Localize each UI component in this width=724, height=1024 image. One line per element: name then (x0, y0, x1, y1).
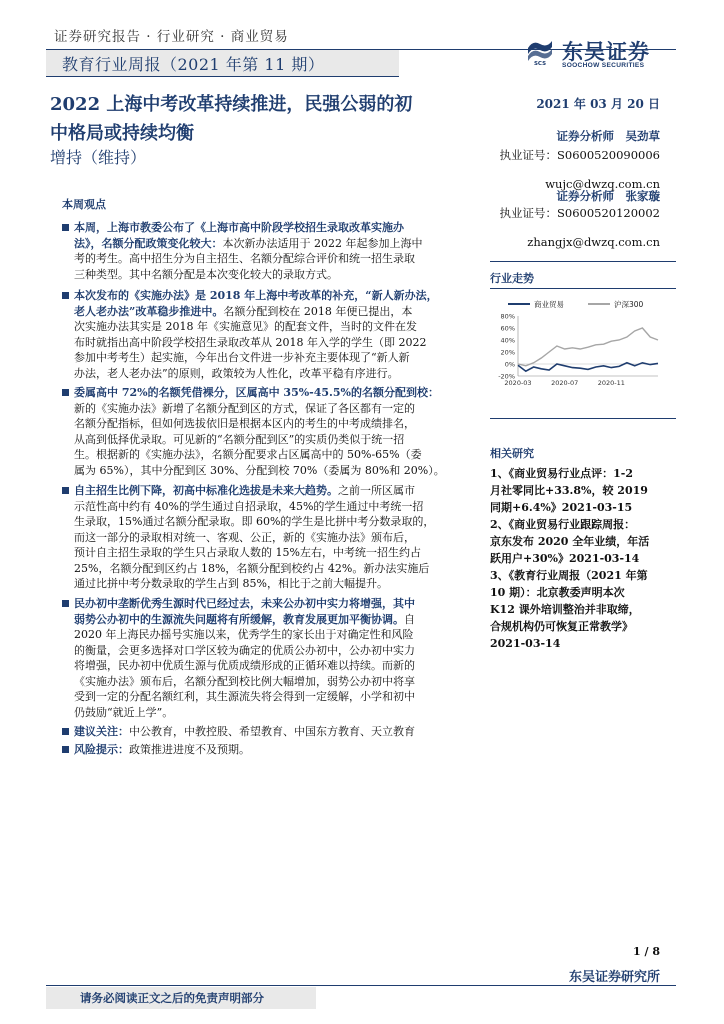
chart-x-tick-label: 2020-03 (504, 379, 532, 387)
logo-mark-text: SCS (533, 61, 547, 66)
sidebar-divider-3 (490, 418, 676, 419)
chart-y-tick-label: -20% (498, 372, 515, 381)
related-item-1[interactable]: 1、《商业贸易行业点评：1-2 月社零同比+33.8%，较 2019 同期+6.4%》2021-03-15 (490, 467, 648, 514)
headline-line-2: 中格局或持续均衡 (50, 123, 194, 144)
rating: 增持（维持） (50, 148, 147, 167)
paragraph-1: 本周，上海市教委公布了《上海市高中阶段学校招生录取改革实施办 法》，名额分配政策变化较大：本次新办法适用于 2022 年起参加上海中 考的考生。高中招生分为自主招生、名额分配综合评价和统一招生录取 三种类型。其中名额分配是本次变化较大的录取方式。 (62, 220, 466, 282)
analyst-2-name: 证券分析师 张家璇 (556, 189, 660, 203)
chart-y-tick-label: 40% (500, 336, 515, 345)
report-category: 证券研究报告 · 行业研究 · 商业贸易 (54, 29, 289, 45)
paragraph-5: 民办初中垄断优秀生源时代已经过去，未来公办初中实力将增强，其中 弱势公办初中的生源流失问题将有所缓解，教育发展更加平衡协调。自 2020 年上海民办摇号实施以来，优秀学生的家长出于对确定性和风险 的衡量，会更多选择对口学区较为确定的优质公办初中，公办初中实力 将增强，民办初中优质生源与优质成绩形成的正循环难以持续。而新的 《实施办法》颁布后，名额分配到校比例大幅增加，弱势公办初中将享 受到一定的分配名额红利，其生源流失将会得到一定缓解，小学和初中 仍鼓励“就近上学”。 (62, 596, 466, 720)
chart-grid (518, 316, 658, 376)
disclaimer-text: 请务必阅读正文之后的免责声明部分 (80, 991, 264, 1005)
bullet-square-icon (62, 728, 69, 735)
analyst-1-name: 证券分析师 吴劲草 (556, 129, 660, 143)
chart-legend-label: 沪深300 (614, 300, 644, 309)
paragraph-6: 建议关注：中公教育，中教控股、希望教育、中国东方教育、天立教育 (62, 724, 466, 740)
report-title-bar (46, 49, 399, 76)
logo-name: 东吴证券 (562, 40, 650, 64)
chart-y-tick-label: 80% (500, 312, 515, 321)
paragraph-3: 委属高中 72%的名额凭借裸分，区属高中 35%-45.5%的名额分配到校： 新的《实施办法》新增了名额分配到区的方式，保证了各区都有一定的 名额分配指标，但如何选拔依旧是根据本区内的考生的中考成绩排名， 从高到低择优录取。可见新的“名额分配到区”的实质仍类似于统一招 生。根据新的《实施办法》，名额分配要求占区属高中的 50%-65%（委 属为 65%），其中分配到区 30%、分配到校 70%（委属为 80%和 20%）。 (62, 385, 466, 478)
chart-y-tick-label: 60% (500, 324, 515, 333)
headline-line-1: 2022 上海中考改革持续推进，民强公弱的初 (50, 94, 413, 115)
sidebar-divider-2 (490, 288, 676, 289)
chart-y-tick-label: 20% (500, 348, 515, 357)
paragraph-2: 本次发布的《实施办法》是 2018 年上海中考改革的补充，“新人新办法， 老人老办法”改革稳步推进中。名额分配到校在 2018 年便已提出，本 次实施办法其实是 2018 年《实施意见》的配套文件，当时的文件在发 布时就指出高中阶段学校招生录取改革从 2018 年入学的学生（即 2022 参加中考考生）起实施，今年出台文件进一步补充主要体现了“新人新 办法，老人老办法”的原则，政策较为人性化，改革平稳有序进行。 (62, 288, 466, 381)
headline (50, 90, 470, 148)
analyst-1-cert: 执业证号：S0600520090006 (499, 148, 660, 162)
chart-series-lines (518, 328, 658, 371)
page-number: 1 / 8 (633, 945, 660, 958)
bullet-square-icon (62, 292, 69, 299)
related-item-2[interactable]: 2、《商业贸易行业跟踪周报： 京东发布 2020 全年业绩，年活 跃用户+30%》2021-03-14 (490, 518, 650, 565)
bullet-square-icon (62, 389, 69, 396)
scs-logo-icon (525, 38, 555, 66)
report-date: 2021 年 03 月 20 日 (536, 97, 660, 111)
bullet-square-icon (62, 746, 69, 753)
chart-y-ticks (498, 313, 515, 381)
chart-legend-label: 商业贸易 (534, 300, 564, 309)
paragraph-4: 自主招生比例下降，初高中标准化选拔是未来大趋势。之前一所区属市 示范性高中约有 40%的学生通过自招录取，45%的学生通过中考统一招 生录取，15%通过名额分配录取。即 60%的学生是比拼中考分数录取的， 而这一部分的录取相对统一、客观、公正，新的《实施办法》颁布后， 预计自主招生录取的学生只占录取人数的 15%左右，中考统一招生约占 25%，名额分配到区约占 18%，名额分配到校约占 42%。新办法实施后 通过比拼中考分数录取的学生占到 85%，相比于之前大幅提升。 (62, 483, 466, 592)
analyst-2-email[interactable]: zhangjx@dwzq.com.cn (527, 235, 660, 249)
chart-legend (508, 299, 644, 309)
disclaimer-bar (46, 987, 316, 1009)
report-title: 教育行业周报（2021 年第 11 期） (62, 55, 325, 74)
institute-name: 东吴证券研究所 (568, 970, 660, 985)
company-logo (525, 36, 675, 70)
paragraph-7: 风险提示：政策推进进度不及预期。 (62, 742, 466, 758)
related-title: 相关研究 (490, 447, 534, 460)
bullet-square-icon (62, 600, 69, 607)
bullet-square-icon (62, 487, 69, 494)
analyst-1-email[interactable]: wujc@dwzq.com.cn (545, 177, 660, 191)
related-item-3[interactable]: 3、《教育行业周报（2021 年第 10 期）：北京教委声明本次 K12 课外培训整治并非取缔， 合规机构仍可恢复正常教学》 2021-03-14 (490, 569, 648, 650)
section-title: 本周观点 (62, 198, 106, 211)
bullet-square-icon (62, 224, 69, 231)
chart-y-tick-label: 0% (504, 360, 515, 369)
chart-series-line-2 (518, 328, 658, 366)
industry-trend-chart (488, 292, 678, 394)
chart-x-tick-label: 2020-11 (597, 379, 625, 387)
logo-english: SOOCHOW SECURITIES (562, 62, 645, 69)
chart-x-tick-label: 2020-07 (551, 379, 579, 387)
footer-divider (46, 985, 676, 986)
title-underline (46, 76, 399, 77)
chart-x-ticks (504, 379, 625, 387)
sidebar-divider-1 (490, 261, 676, 262)
analyst-2-cert: 执业证号：S0600520120002 (499, 206, 660, 220)
trend-title: 行业走势 (490, 272, 534, 285)
